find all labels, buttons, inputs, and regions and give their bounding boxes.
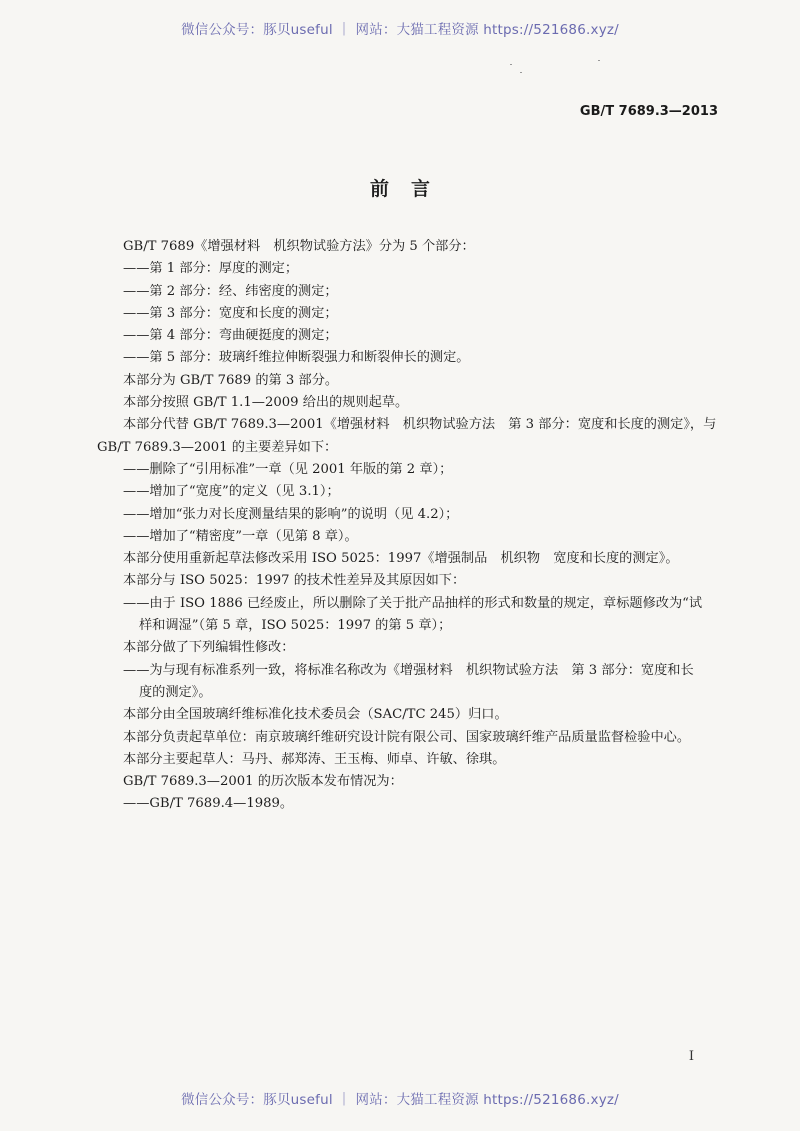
paragraph: 本部分按照 GB/T 1.1—2009 给出的规则起草。 [123,395,409,411]
paragraph: 本部分与 ISO 5025：1997 的技术性差异及其原因如下： [123,573,466,589]
paragraph: GB/T 7689.3—2001 的历次版本发布情况为： [123,774,403,790]
scan-speck [598,60,600,61]
list-item: ——增加了“宽度”的定义（见 3.1）； [123,484,340,500]
standard-id: GB/T 7689.3—2013 [579,104,718,119]
list-item: ——第 3 部分：宽度和长度的测定； [123,305,338,321]
scan-speck [510,64,512,65]
list-item: ——第 1 部分：厚度的测定； [123,261,299,277]
list-item: ——第 4 部分：弯曲硬挺度的测定； [123,328,338,344]
watermark-top: 微信公众号：豚贝useful ｜ 网站：大猫工程资源 https://521686.xyz/ [181,22,619,38]
list-item-continuation: 度的测定》。 [139,684,212,700]
foreword-body [97,236,722,816]
list-item: ——增加“张力对长度测量结果的影响”的说明（见 4.2）； [123,506,459,522]
paragraph: 本部分代替 GB/T 7689.3—2001《增强材料 机织物试验方法 第 3 部分：宽度和长度的测定》，与 [123,417,717,433]
paragraph: 本部分使用重新起草法修改采用 ISO 5025：1997《增强制品 机织物 宽度和长度的测定》。 [123,551,679,567]
paragraph-continuation: GB/T 7689.3—2001 的主要差异如下： [97,439,338,455]
list-item: ——第 5 部分：玻璃纤维拉伸断裂强力和断裂伸长的测定。 [123,350,470,366]
paragraph: 本部分由全国玻璃纤维标准化技术委员会（SAC/TC 245）归口。 [123,707,508,723]
paragraph: GB/T 7689《增强材料 机织物试验方法》分为 5 个部分： [123,239,475,254]
watermark-bottom: 微信公众号：豚贝useful ｜ 网站：大猫工程资源 https://521686.xyz/ [181,1092,619,1108]
list-item: ——由于 ISO 1886 已经废止，所以删除了关于批产品抽样的形式和数量的规定，章标题修改为“试 [123,595,703,611]
scan-speck [520,72,522,73]
list-item: ——为与现有标准系列一致，将标准名称改为《增强材料 机织物试验方法 第 3 部分：宽度和长 [123,662,694,678]
list-item-continuation: 样和调湿”（第 5 章，ISO 5025：1997 的第 5 章）； [139,618,452,634]
page-title: 前言 [369,178,452,200]
list-item: ——删除了“引用标准”一章（见 2001 年版的第 2 章）； [123,461,453,477]
paragraph: 本部分为 GB/T 7689 的第 3 部分。 [123,372,339,388]
paragraph: 本部分做了下列编辑性修改： [123,640,295,656]
list-item: ——GB/T 7689.4—1989。 [123,796,294,812]
list-item: ——增加了“精密度”一章（见第 8 章）。 [123,528,358,544]
paragraph: 本部分主要起草人：马丹、郝郑涛、王玉梅、师卓、许敏、徐琪。 [123,751,506,767]
list-item: ——第 2 部分：经、纬密度的测定； [123,283,338,299]
paragraph: 本部分负责起草单位：南京玻璃纤维研究设计院有限公司、国家玻璃纤维产品质量监督检验中心。 [123,729,691,745]
page-number: I [688,1049,694,1064]
